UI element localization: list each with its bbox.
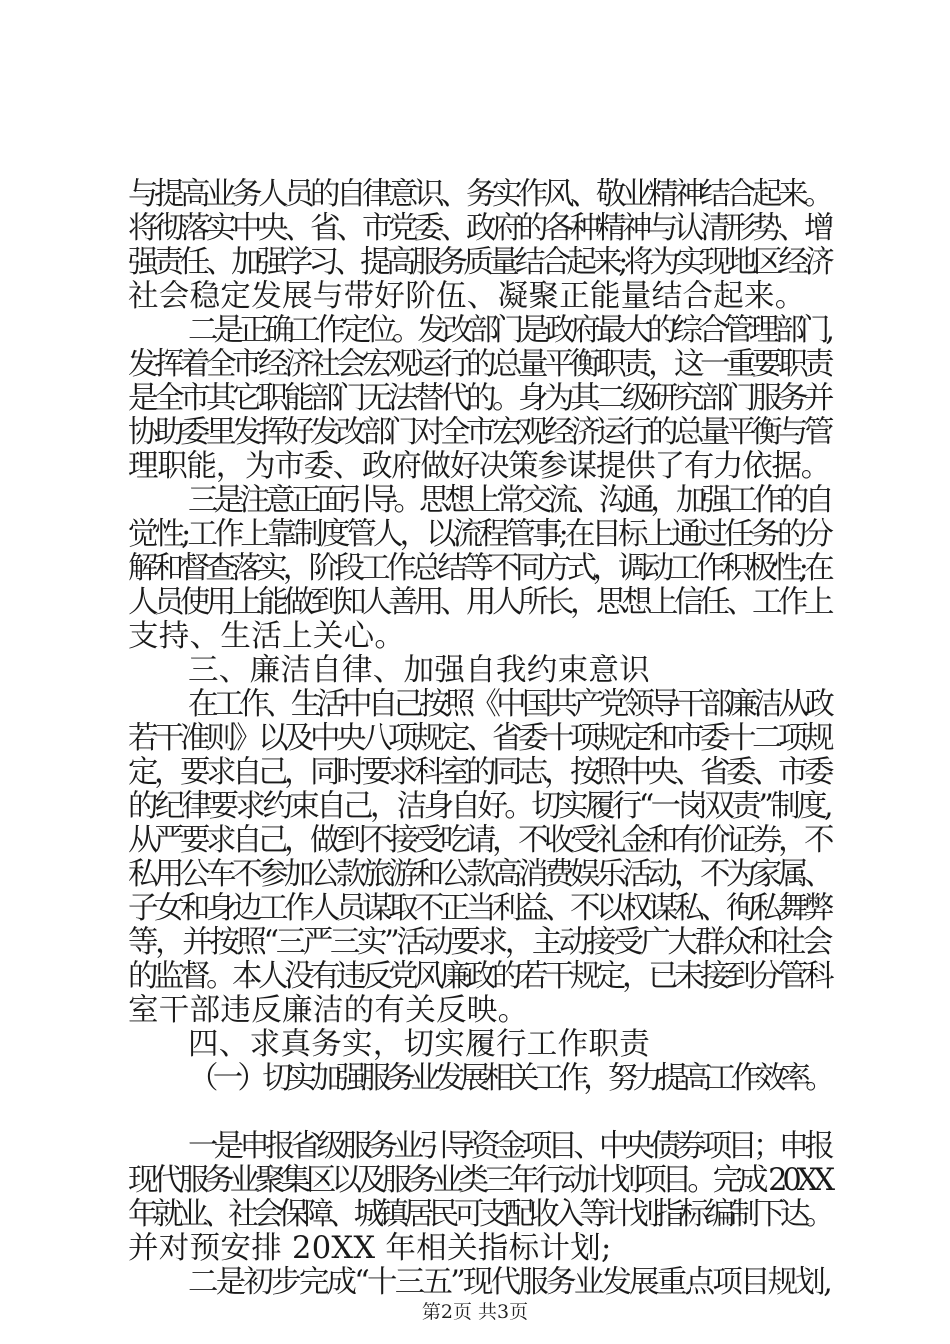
text-line: 并对预安排 20XX 年相关指标计划; xyxy=(128,1231,612,1266)
paragraph-start-line: 二是正确工作定位。发改部门是政府最大的综合管理部门, xyxy=(188,313,830,348)
text-line: 子女和身边工作人员谋取不正当利益、不以权谋私、徇私舞弊 xyxy=(128,891,830,926)
text-line: 理职能，为市委、政府做好决策参谋提供了有力依据。 xyxy=(128,449,830,484)
text-line: 年就业、社会保障、城镇居民可支配收入等计划指标编制下达。 xyxy=(128,1197,830,1232)
text-line: 若干准则》以及中央八项规定、省委十项规定和市委十二项规 xyxy=(128,721,830,756)
text-line: 发挥着全市经济社会宏观运行的总量平衡职责，这一重要职责 xyxy=(128,347,830,382)
text-line: 强责任、加强学习、提高服务质量结合起来;将为实现地区经济 xyxy=(128,245,830,280)
text-line: 与提高业务人员的自律意识、务实作风、敬业精神结合起来。 xyxy=(128,177,830,212)
text-line: 将彻落实中央、省、市党委、政府的各种精神与认清形势、增 xyxy=(128,211,830,246)
paragraph-start-line: 三是注意正面引导。思想上常交流、沟通，加强工作的自 xyxy=(188,483,830,518)
text-line: 的监督。本人没有违反党风廉政的若干规定，已未接到分管科 xyxy=(128,959,830,994)
paragraph-start-line: 二是初步完成“十三五”现代服务业发展重点项目规划, xyxy=(188,1265,830,1300)
section-heading: 三、廉洁自律、加强自我约束意识 xyxy=(188,653,650,688)
paragraph-start-line: 一是申报省级服务业引导资金项目、中央债券项目；申报 xyxy=(188,1129,830,1164)
page-number-footer: 第2页 共3页 xyxy=(421,1301,529,1323)
text-line: 私用公车不参加公款旅游和公款高消费娱乐活动，不为家属、 xyxy=(128,857,830,892)
text-line: 人员使用上能做到知人善用、用人所长，思想上信任、工作上 xyxy=(128,585,830,620)
text-line: 从严要求自己，做到不接受吃请，不收受礼金和有价证券，不 xyxy=(128,823,830,858)
section-heading: 四、求真务实，切实履行工作职责 xyxy=(188,1027,650,1062)
text-line: 现代服务业聚集区以及服务业类三年行动计划项目。完成 20XX xyxy=(128,1163,830,1198)
text-line: 室干部违反廉洁的有关反映。 xyxy=(128,993,529,1028)
subsection-heading: （一）切实加强服务业发展相关工作，努力提高工作效率。 xyxy=(188,1061,830,1096)
paragraph-start-line: 在工作、生活中自己按照《中国共产党领导干部廉洁从政 xyxy=(188,687,830,722)
text-line: 的纪律要求约束自己，洁身自好。切实履行“一岗双责”制度, xyxy=(128,789,830,824)
text-line: 社会稳定发展与带好阶伍、凝聚正能量结合起来。 xyxy=(128,279,806,314)
text-line: 支持、生活上关心。 xyxy=(128,619,406,654)
text-line: 是全市其它职能部门无法替代的。身为其二级研究部门服务并 xyxy=(128,381,830,416)
text-line: 定，要求自己，同时要求科室的同志，按照中央、省委、市委 xyxy=(128,755,830,790)
text-line: 解和督查落实，阶段工作总结等不同方式，调动工作积极性;在 xyxy=(128,551,830,586)
text-line: 觉性;工作上靠制度管人，以流程管事;在目标上通过任务的分 xyxy=(128,517,830,552)
text-line: 协助委里发挥好发改部门对全市宏观经济运行的总量平衡与管 xyxy=(128,415,830,450)
text-line: 等，并按照“三严三实”活动要求，主动接受广大群众和社会 xyxy=(128,925,830,960)
